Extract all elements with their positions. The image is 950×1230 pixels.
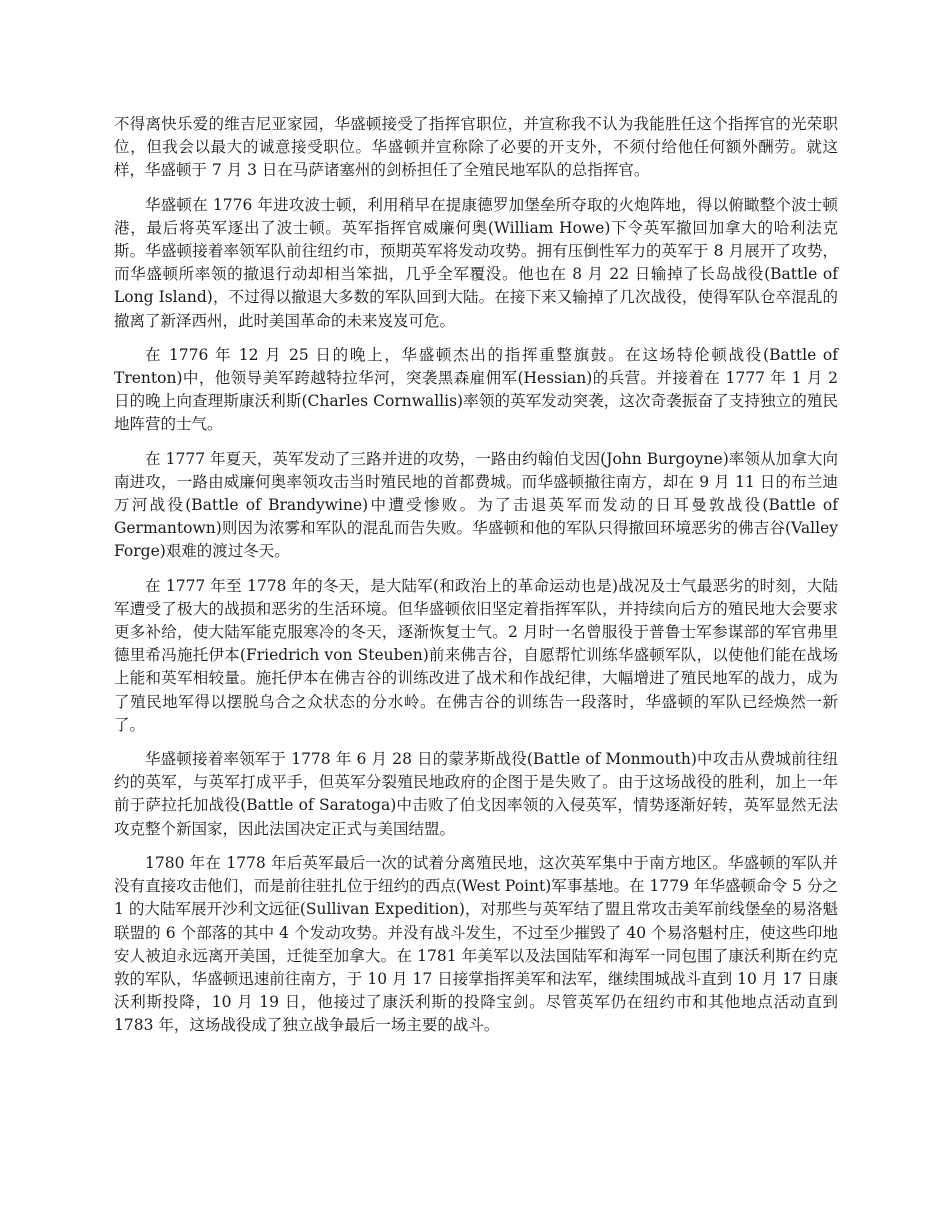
paragraph-4: 在 1777 年夏天，英军发动了三路并进的攻势，一路由约翰伯戈因(John Burgoyne)率领从加拿大向南进攻，一路由威廉何奥率领攻击当时殖民地的首都费城。而华盛顿撤往南方，却在 9 月 11 日的布兰迪万河战役(Battle of Brandywine)中遭受惨败。为了击退英军而发动的日耳曼敦战役(Battle of Germantown)则因为浓雾和军队的混乱而告失败。华盛顿和他的军队只得撤回环境恶劣的佛吉谷(Valley Forge)艰难的渡过冬天。: [114, 449, 838, 561]
paragraph-6: 华盛顿接着率领军于 1778 年 6 月 28 日的蒙茅斯战役(Battle of Monmouth)中攻击从费城前往纽约的英军，与英军打成平手，但英军分裂殖民地政府的企图于是失败了。由于这场战役的胜利，加上一年前于萨拉托加战役(Battle of Saratoga)中击败了伯戈因率领的入侵英军，情势逐渐好转，英军显然无法攻克整个新国家，因此法国决定正式与美国结盟。: [114, 750, 838, 838]
paragraph-3: 在 1776 年 12 月 25 日的晚上，华盛顿杰出的指挥重整旗鼓。在这场特伦顿战役(Battle of Trenton)中，他领导美军跨越特拉华河，突袭黑森雇佣军(Hessian)的兵营。并接着在 1777 年 1 月 2 日的晚上向查理斯康沃利斯(Charles Cornwallis)率领的英军发动突袭，这次奇袭振奋了支持独立的殖民地阵营的士气。: [114, 345, 838, 434]
document-body: [114, 113, 838, 1049]
paragraph-7: 1780 年在 1778 年后英军最后一次的试着分离殖民地，这次英军集中于南方地区。华盛顿的军队并没有直接攻击他们，而是前往驻扎位于纽约的西点(West Point)军事基地。在 1779 年华盛顿命令 5 分之 1 的大陆军展开沙利文远征(Sullivan Expedition)，对那些与英军结了盟且常攻击美军前线堡垒的易洛魁联盟的 6 个部落的其中 4 个发动攻势。并没有战斗发生，不过至少摧毁了 40 个易洛魁村庄，使这些印地安人被迫永远离开美国，迁徙至加拿大。在 1781 年美军以及法国陆军和海军一同包围了康沃利斯在约克敦的军队，华盛顿迅速前往南方，于 10 月 17 日接掌指挥美军和法军，继续围城战斗直到 10 月 17 日康沃利斯投降，10 月 19 日，他接过了康沃利斯的投降宝剑。尽管英军仍在纽约市和其他地点活动直到 1783 年，这场战役成了独立战争最后一场主要的战斗。: [114, 853, 838, 1035]
paragraph-5: 在 1777 年至 1778 年的冬天，是大陆军(和政治上的革命运动也是)战况及士气最恶劣的时刻，大陆军遭受了极大的战损和恶劣的生活环境。但华盛顿依旧坚定着指挥军队，并持续向后方的殖民地大会要求更多补给，使大陆军能克服寒冷的冬天，逐渐恢复士气。2 月时一名曾服役于普鲁士军参谋部的军官弗里德里希冯施托伊本(Friedrich von Steuben)前来佛吉谷，自愿帮忙训练华盛顿军队，以使他们能在战场上能和英军相较量。施托伊本在佛吉谷的训练改进了战术和作战纪律，大幅增进了殖民地军的战力，成为了殖民地军得以摆脱乌合之众状态的分水岭。在佛吉谷的训练告一段落时，华盛顿的军队已经焕然一新了。: [114, 576, 838, 734]
paragraph-2: 华盛顿在 1776 年进攻波士顿，利用稍早在提康德罗加堡垒所夺取的火炮阵地，得以俯瞰整个波士顿港，最后将英军逐出了波士顿。英军指挥官威廉何奥(William Howe)下令英军撤回加拿大的哈利法克斯。华盛顿接着率领军队前往纽约市，预期英军将发动攻势。拥有压倒性军力的英军于 8 月展开了攻势，而华盛顿所率领的撤退行动却相当笨拙，几乎全军覆没。他也在 8 月 22 日输掉了长岛战役(Battle of Long Island)，不过得以撤退大多数的军队回到大陆。在接下来又输掉了几次战役，使得军队仓卒混乱的撤离了新泽西州，此时美国革命的未来岌岌可危。: [114, 195, 838, 330]
paragraph-1: 不得离快乐爱的维吉尼亚家园，华盛顿接受了指挥官职位，并宣称我不认为我能胜任这个指挥官的光荣职位，但我会以最大的诚意接受职位。华盛顿并宣称除了必要的开支外，不须付给他任何额外酬劳。就这样，华盛顿于 7 月 3 日在马萨诸塞州的剑桥担任了全殖民地军队的总指挥官。: [114, 115, 838, 180]
